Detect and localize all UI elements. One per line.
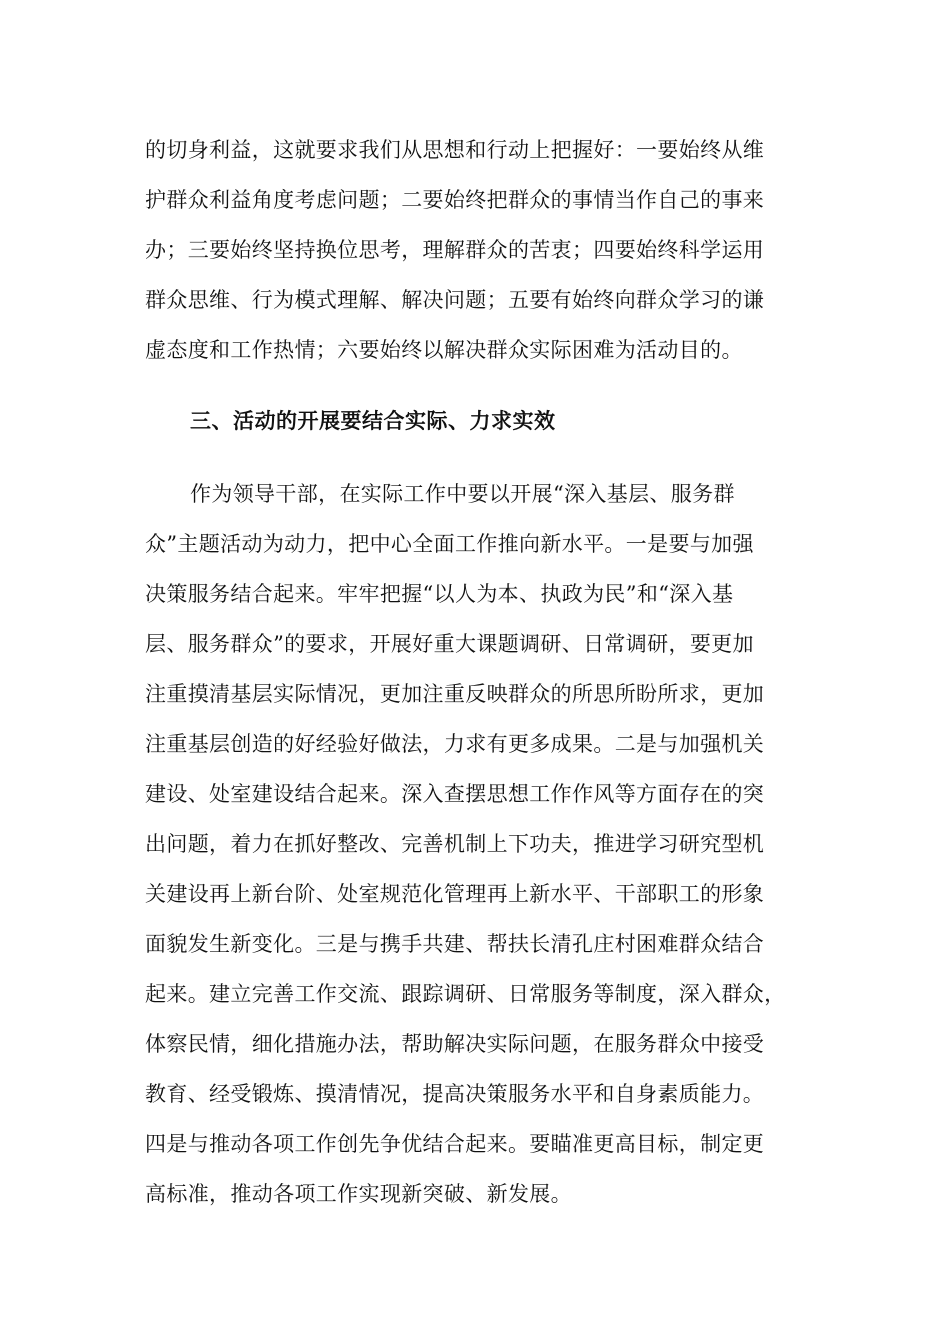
paragraph-2-line-14: 四是与推动各项工作创先争优结合起来。要瞄准更高目标，制定更 [145,1132,765,1156]
paragraph-1-line-5: 虚态度和工作热情；六要始终以解决群众实际困难为活动目的。 [145,338,743,362]
paragraph-2-line-1: 作为领导干部，在实际工作中要以开展“深入基层、服务群 [190,482,735,506]
paragraph-2-line-13: 教育、经受锻炼、摸清情况，提高决策服务水平和自身素质能力。 [145,1082,765,1106]
section-heading-3: 三、活动的开展要结合实际、力求实效 [190,409,556,433]
paragraph-1-line-1: 的切身利益，这就要求我们从思想和行动上把握好：一要始终从维 [145,138,765,162]
paragraph-2-line-12: 体察民情，细化措施办法，帮助解决实际问题，在服务群众中接受 [145,1032,765,1056]
paragraph-2-line-8: 出问题，着力在抓好整改、完善机制上下功夫，推进学习研究型机 [145,832,765,856]
paragraph-2-line-10: 面貌发生新变化。三是与携手共建、帮扶长清孔庄村困难群众结合 [145,932,765,956]
paragraph-1-line-4: 群众思维、行为模式理解、解决问题；五要有始终向群众学习的谦 [145,288,765,312]
paragraph-2-line-3: 决策服务结合起来。牢牢把握“以人为本、执政为民”和“深入基 [145,582,734,606]
paragraph-2-line-4: 层、服务群众”的要求，开展好重大课题调研、日常调研，要更加 [145,632,754,656]
paragraph-2-line-9: 关建设再上新台阶、处室规范化管理再上新水平、干部职工的形象 [145,882,765,906]
paragraph-2-line-5: 注重摸清基层实际情况，更加注重反映群众的所思所盼所求，更加 [145,682,765,706]
paragraph-2-line-15: 高标准，推动各项工作实现新突破、新发展。 [145,1182,572,1206]
paragraph-1-line-2: 护群众利益角度考虑问题；二要始终把群众的事情当作自己的事来 [145,188,765,212]
paragraph-2-line-11: 起来。建立完善工作交流、跟踪调研、日常服务等制度，深入群众， [145,982,786,1006]
paragraph-2-line-6: 注重基层创造的好经验好做法，力求有更多成果。二是与加强机关 [145,732,765,756]
paragraph-2-line-7: 建设、处室建设结合起来。深入查摆思想工作作风等方面存在的突 [145,782,765,806]
paragraph-2-line-2: 众”主题活动为动力，把中心全面工作推向新水平。一是要与加强 [145,532,754,556]
paragraph-1-line-3: 办；三要始终坚持换位思考，理解群众的苦衷；四要始终科学运用 [145,238,765,262]
